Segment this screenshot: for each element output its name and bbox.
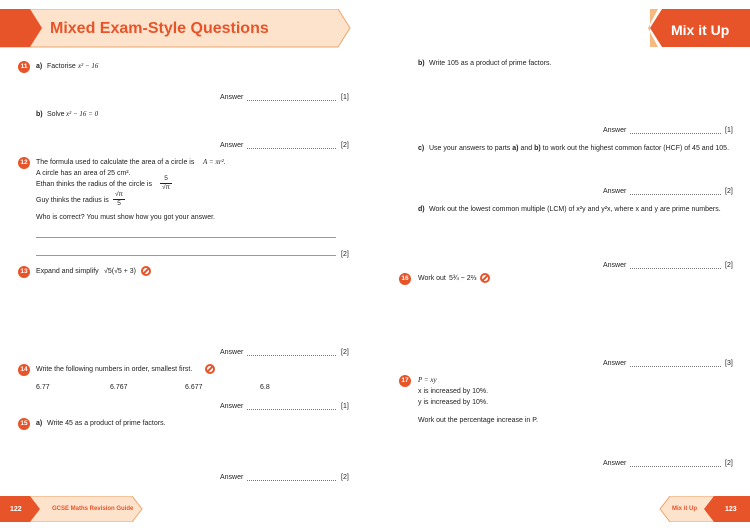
- question-text: Write 45 as a product of prime factors.: [47, 420, 166, 427]
- answer-line[interactable]: [220, 141, 350, 150]
- marks: [2]: [725, 188, 733, 195]
- part-label: a): [36, 420, 43, 427]
- number-item: 6.77: [36, 384, 50, 391]
- question-number: 13: [18, 266, 30, 278]
- answer-label: Answer: [603, 188, 627, 195]
- working-line[interactable]: [36, 237, 336, 238]
- math-expression: x² − 16: [78, 62, 99, 70]
- math-expression: P = xy: [418, 376, 437, 384]
- question-text: Who is correct? You must show how you got your answer.: [36, 214, 215, 221]
- question-text: Write the following numbers in order, smallest first.: [36, 366, 193, 373]
- answer-line[interactable]: [603, 126, 735, 135]
- question-text: x is increased by 10%.: [418, 388, 489, 395]
- answer-line[interactable]: [220, 93, 350, 102]
- working-line[interactable]: [36, 255, 336, 256]
- math-expression: A = πr².: [203, 158, 226, 166]
- book-title: GCSE Maths Revision Guide: [52, 506, 134, 512]
- answer-label: Answer: [603, 360, 627, 367]
- marks: [2]: [341, 474, 349, 481]
- marks: [1]: [341, 94, 349, 101]
- marks: [3]: [725, 360, 733, 367]
- no-calculator-icon: [141, 266, 151, 276]
- marks: [2]: [725, 262, 733, 269]
- question-text: A circle has an area of 25 cm².: [36, 170, 131, 177]
- number-item: 6.767: [110, 384, 128, 391]
- question-text: Work out: [418, 275, 446, 282]
- no-calculator-icon: [205, 364, 215, 374]
- answer-line[interactable]: [603, 187, 735, 196]
- marks: [2]: [341, 349, 349, 356]
- answer-line[interactable]: [603, 359, 735, 368]
- part-label: b): [418, 60, 425, 67]
- question-text: Work out the percentage increase in P.: [418, 417, 538, 424]
- marks: [1]: [725, 127, 733, 134]
- question-number: 12: [18, 157, 30, 169]
- answer-label: Answer: [603, 262, 627, 269]
- question-number: 11: [18, 61, 30, 73]
- no-calculator-icon: [480, 273, 490, 283]
- marks: [1]: [341, 403, 349, 410]
- part-label: b): [36, 111, 43, 118]
- part-label: c): [418, 145, 425, 152]
- answer-line[interactable]: [220, 473, 350, 482]
- question-number: 14: [18, 364, 30, 376]
- section-title: Mix it Up: [671, 22, 730, 38]
- part-label: a): [36, 63, 43, 70]
- answer-label: Answer: [603, 127, 627, 134]
- page-number: 123: [725, 506, 737, 513]
- answer-label: Answer: [220, 474, 244, 481]
- section-footer-title: Mix it Up: [672, 506, 697, 512]
- answer-line[interactable]: [220, 348, 350, 357]
- math-expression: x² − 16 = 0: [66, 110, 99, 118]
- page-title: Mixed Exam-Style Questions: [50, 20, 269, 37]
- question-text: y is increased by 10%.: [418, 399, 489, 406]
- fraction-ethan: 5 √π: [161, 175, 171, 191]
- answer-label: Answer: [220, 349, 244, 356]
- question-text: Guy thinks the radius is: [36, 197, 109, 204]
- number-item: 6.677: [185, 384, 203, 391]
- question-text: Solve: [47, 111, 65, 118]
- question-text: Write 105 as a product of prime factors.: [429, 60, 552, 67]
- question-number: 16: [399, 273, 411, 285]
- fraction-guy: √π 5: [114, 191, 124, 207]
- math-expression: 5¾ − 2⅔: [449, 275, 477, 282]
- answer-label: Answer: [220, 94, 244, 101]
- page-number: 122: [10, 506, 22, 513]
- answer-line[interactable]: [603, 459, 735, 468]
- number-item: 6.8: [260, 384, 270, 391]
- question-text: Expand and simplify: [36, 268, 99, 275]
- answer-line[interactable]: [220, 402, 350, 411]
- answer-line[interactable]: [603, 261, 735, 270]
- math-expression: √5(√5 + 3): [104, 268, 137, 275]
- marks: [2]: [341, 251, 349, 258]
- marks: [2]: [725, 460, 733, 467]
- question-text: Factorise: [47, 63, 76, 70]
- question-text: The formula used to calculate the area of a circle is: [36, 159, 195, 166]
- part-label: d): [418, 206, 425, 213]
- question-number: 17: [399, 375, 411, 387]
- answer-label: Answer: [220, 403, 244, 410]
- question-text: Use your answers to parts a) and b) to work out the highest common factor (HCF) of 45 and 105.: [429, 145, 730, 152]
- question-text: Work out the lowest common multiple (LCM) of x²y and y²x, where x and y are prime numbers.: [429, 206, 721, 213]
- question-text: Ethan thinks the radius of the circle is: [36, 181, 152, 188]
- marks: [2]: [341, 142, 349, 149]
- question-number: 15: [18, 418, 30, 430]
- answer-label: Answer: [603, 460, 627, 467]
- answer-label: Answer: [220, 142, 244, 149]
